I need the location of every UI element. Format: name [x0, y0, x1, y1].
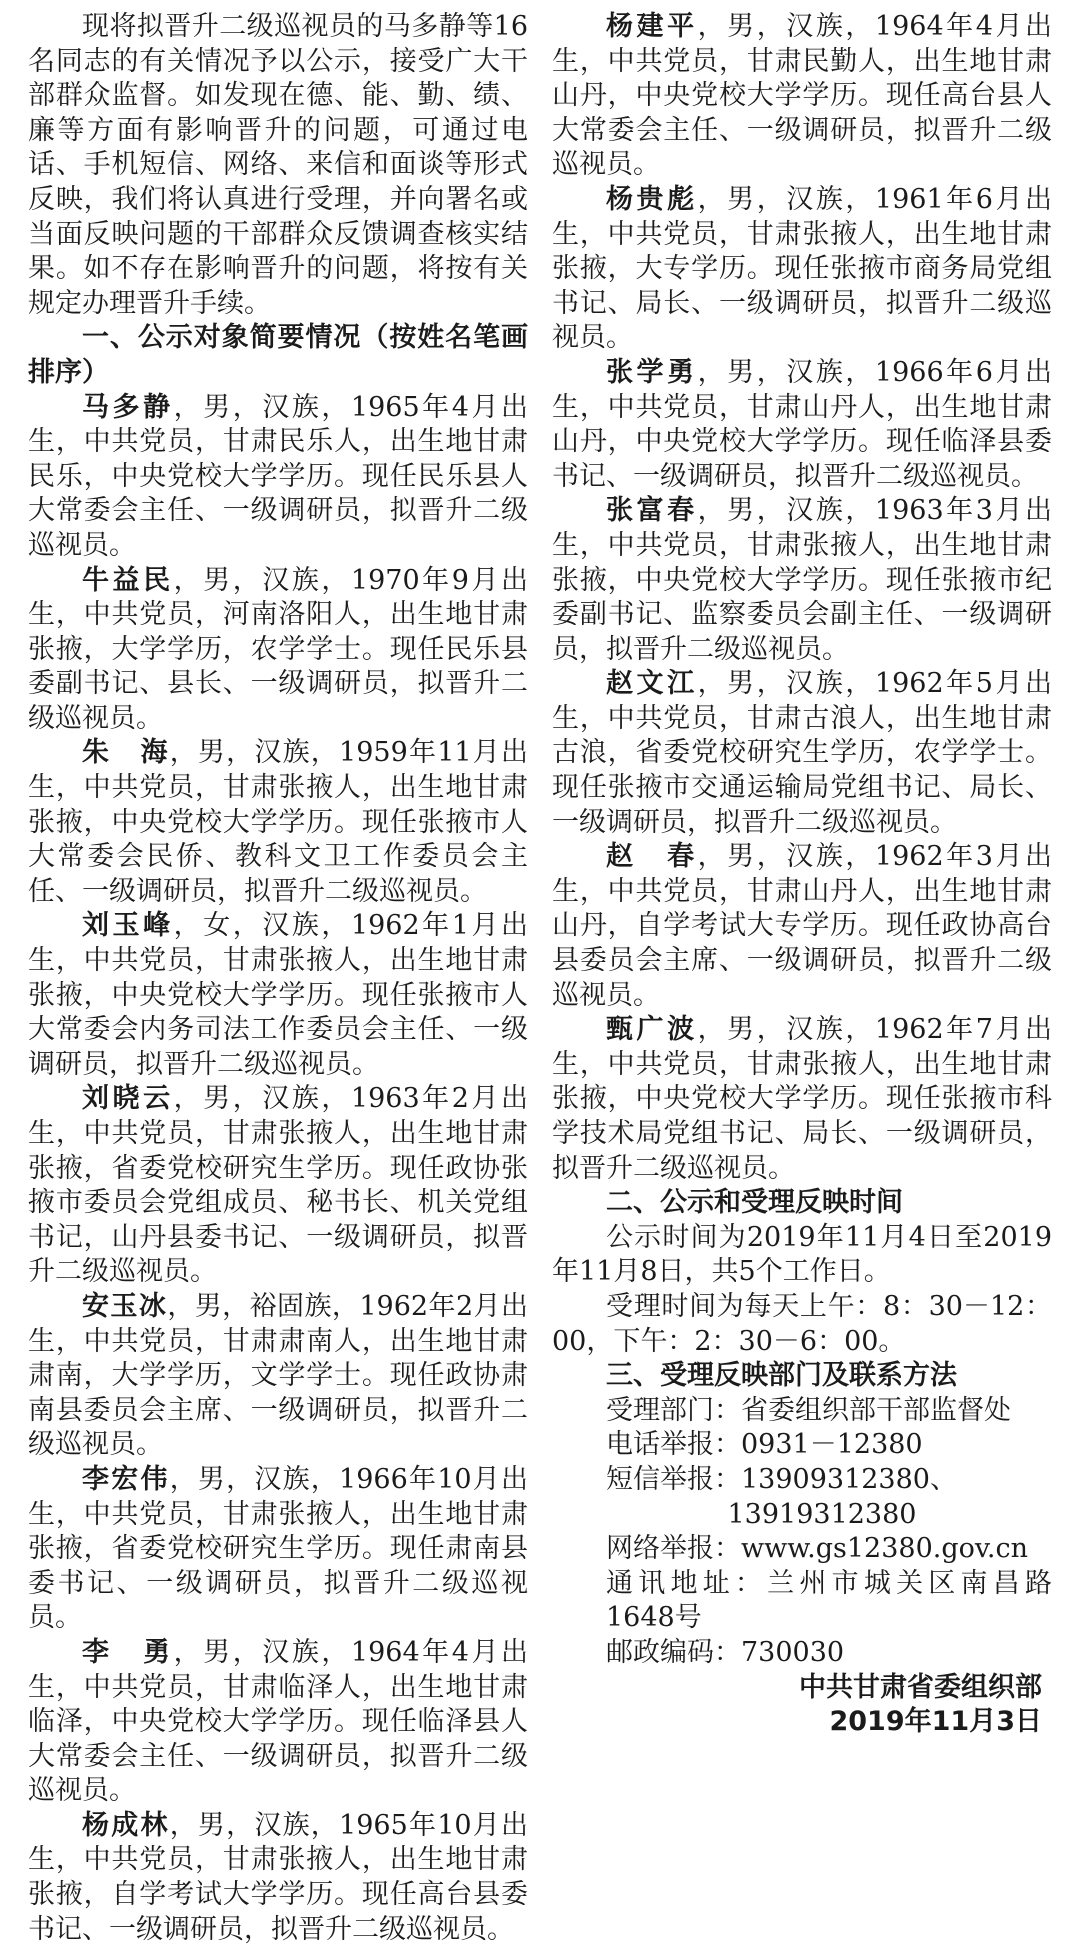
contact-dept-value: 省委组织部干部监督处	[741, 1394, 1011, 1426]
person-name: 刘晓云	[82, 1083, 174, 1115]
contact-phone-value: 0931－12380	[741, 1429, 923, 1461]
person-details: ，男，汉族，1959年11月出生，中共党员，甘肃张掖人，出生地甘肃张掖，中央党校大学学历。现任张掖市人大常委会民侨、教科文卫工作委员会主任、一级调研员，拟晋升二级巡视员。	[28, 737, 529, 907]
person-details: ，男，汉族，1965年10月出生，中共党员，甘肃张掖人，出生地甘肃张掖，自学考试大学学历。现任高台县委书记、一级调研员，拟晋升二级巡视员。	[28, 1809, 529, 1945]
contact-sms-label: 短信举报：	[606, 1463, 741, 1495]
person-name: 甄广波	[606, 1014, 698, 1046]
person-details: ，男，汉族，1962年5月出生，中共党员，甘肃古浪人，出生地甘肃古浪，省委党校研究生学历，农学学士。现任张掖市交通运输局党组书记、局长、一级调研员，拟晋升二级巡视员。	[552, 668, 1052, 838]
person-details: ，男，汉族，1961年6月出生，中共党员，甘肃张掖人，出生地甘肃张掖，大专学历。现任张掖市商务局党组书记、局长、一级调研员，拟晋升二级巡视员。	[552, 183, 1052, 354]
person-details: ，女，汉族，1962年1月出生，中共党员，甘肃张掖人，出生地甘肃张掖，中央党校大学学历。现任张掖市人大常委会内务司法工作委员会主任、一级调研员，拟晋升二级巡视员。	[28, 910, 528, 1080]
person-entry	[28, 1082, 528, 1290]
contact-sms	[552, 1463, 1052, 1532]
person-entry	[552, 840, 1052, 1013]
person-entry	[552, 183, 1052, 356]
person-name: 朱 海	[82, 737, 170, 769]
person-details: ，男，汉族，1962年3月出生，中共党员，甘肃山丹人，出生地甘肃山丹，自学考试大专学历。现任政协高台县委员会主席、一级调研员，拟晋升二级巡视员。	[552, 841, 1052, 1011]
person-name: 刘玉峰	[82, 910, 174, 942]
person-name: 杨贵彪	[606, 183, 698, 215]
person-name: 马多静	[82, 391, 174, 423]
contact-sms-value-1: 13909312380、	[741, 1463, 957, 1495]
person-entry	[28, 1636, 528, 1809]
two-column-layout	[28, 10, 1053, 1945]
signature-org: 中共甘肃省委组织部	[799, 1671, 1042, 1703]
person-details: ，男，汉族，1964年4月出生，中共党员，甘肃临泽人，出生地甘肃临泽，中央党校大学学历。现任临泽县人大常委会主任、一级调研员，拟晋升二级巡视员。	[28, 1636, 528, 1807]
section3-heading: 三、受理反映部门及联系方法	[606, 1360, 957, 1392]
person-details: ，男，汉族，1965年4月出生，中共党员，甘肃民乐人，出生地甘肃民乐，中央党校大学学历。现任民乐县人大常委会主任、一级调研员，拟晋升二级巡视员。	[28, 391, 528, 561]
contact-address-label: 通讯地址：	[606, 1567, 768, 1599]
person-name: 张富春	[606, 495, 698, 527]
contact-zip-value: 730030	[741, 1636, 845, 1668]
contact-zip	[552, 1636, 1052, 1671]
person-name: 赵文江	[606, 668, 698, 700]
contact-address-value: 兰州市城关区南昌路1648号	[606, 1567, 1053, 1634]
publicity-period: 公示时间为2019年11月4日至2019年11月8日，共5个工作日。	[552, 1221, 1052, 1288]
person-entry	[28, 564, 528, 737]
person-details: ，男，汉族，1963年2月出生，中共党员，甘肃张掖人，出生地甘肃张掖，省委党校研究生学历。现任政协张掖市委员会党组成员、秘书长、机关党组书记，山丹县委书记、一级调研员，拟晋升二级巡视员。	[28, 1083, 528, 1288]
person-entry	[28, 736, 528, 909]
section2-heading: 二、公示和受理反映时间	[606, 1187, 903, 1219]
person-entry	[28, 1809, 528, 1947]
person-entry	[28, 909, 528, 1082]
person-name: 张学勇	[606, 356, 698, 388]
person-name: 赵 春	[606, 841, 698, 873]
person-entry	[552, 667, 1052, 840]
right-column	[552, 10, 1052, 1750]
contact-dept	[552, 1394, 1052, 1429]
person-entry	[28, 391, 528, 564]
person-entry	[552, 10, 1052, 183]
person-details: ，男，汉族，1970年9月出生，中共党员，河南洛阳人，出生地甘肃张掖，大学学历，农学学士。现任民乐县委副书记、县长、一级调研员，拟晋升二级巡视员。	[28, 564, 528, 734]
signature-date: 2019年11月3日	[829, 1706, 1042, 1738]
person-name: 杨建平	[606, 11, 698, 42]
contact-web-value: www.gs12380.gov.cn	[741, 1533, 1029, 1565]
person-name: 杨成林	[82, 1809, 170, 1841]
office-hours: 受理时间为每天上午：8：30－12：00，下午：2：30－6：00。	[552, 1290, 1052, 1357]
person-name: 李宏伟	[82, 1463, 170, 1495]
contact-dept-label: 受理部门：	[606, 1394, 741, 1426]
person-details: ，男，裕固族，1962年2月出生，中共党员，甘肃肃南人，出生地甘肃肃南，大学学历，文学学士。现任政协肃南县委员会主席、一级调研员，拟晋升二级巡视员。	[28, 1290, 528, 1461]
person-entry	[552, 356, 1052, 494]
person-entry	[28, 1290, 528, 1463]
person-details: ，男，汉族，1964年4月出生，中共党员，甘肃民勤人，出生地甘肃山丹，中央党校大学学历。现任高台县人大常委会主任、一级调研员，拟晋升二级巡视员。	[552, 11, 1052, 181]
person-name: 牛益民	[82, 564, 174, 596]
person-entry	[552, 1013, 1052, 1186]
intro-paragraph: 现将拟晋升二级巡视员的马多静等16名同志的有关情况予以公示，接受广大干部群众监督。如发现在德、能、勤、绩、廉等方面有影响晋升的问题，可通过电话、手机短信、网络、来信和面谈等形式反映，我们将认真进行受理，并向署名或当面反映问题的干部群众反馈调查核实结果。如不存在影响晋升的问题，将按有关规定办理晋升手续。	[28, 11, 528, 319]
person-entry	[552, 494, 1052, 667]
left-column	[28, 10, 529, 1945]
section1-heading: 一、公示对象简要情况（按姓名笔画排序）	[28, 322, 528, 388]
contact-phone-label: 电话举报：	[606, 1429, 741, 1461]
person-details: ，男，汉族，1966年6月出生，中共党员，甘肃山丹人，出生地甘肃山丹，中央党校大学学历。现任临泽县委书记、一级调研员，拟晋升二级巡视员。	[552, 356, 1052, 492]
contact-zip-label: 邮政编码：	[606, 1636, 741, 1668]
contact-web	[552, 1532, 1052, 1567]
person-details: ，男，汉族，1963年3月出生，中共党员，甘肃张掖人，出生地甘肃张掖，中央党校大学学历。现任张掖市纪委副书记、监察委员会副主任、一级调研员，拟晋升二级巡视员。	[552, 495, 1052, 665]
person-name: 安玉冰	[82, 1290, 168, 1322]
person-details: ，男，汉族，1966年10月出生，中共党员，甘肃张掖人，出生地甘肃张掖，省委党校研究生学历。现任肃南县委书记、一级调研员，拟晋升二级巡视员。	[28, 1463, 529, 1634]
person-details: ，男，汉族，1962年7月出生，中共党员，甘肃张掖人，出生地甘肃张掖，中央党校大学学历。现任张掖市科学技术局党组书记、局长、一级调研员，拟晋升二级巡视员。	[552, 1014, 1052, 1184]
person-name: 李 勇	[82, 1636, 174, 1668]
contact-address	[552, 1567, 1052, 1636]
contact-phone	[552, 1428, 1052, 1463]
contact-web-label: 网络举报：	[606, 1533, 741, 1565]
person-entry	[28, 1463, 528, 1636]
contact-sms-value-2: 13919312380	[727, 1498, 917, 1530]
